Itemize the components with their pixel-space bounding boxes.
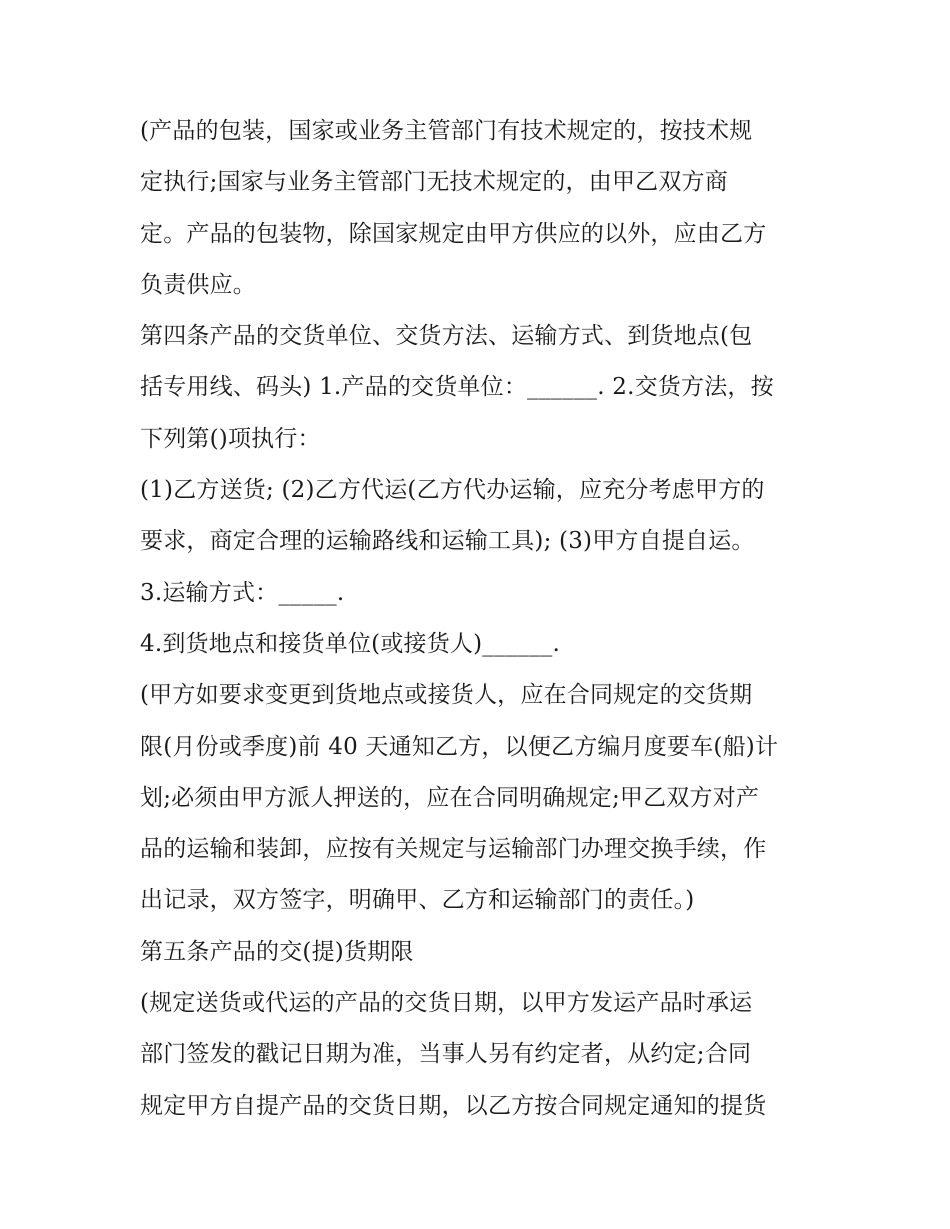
text-line-10: 3.运输方式：_____. <box>140 579 345 606</box>
text-line-8: (1)乙方送货; (2)乙方代运(乙方代办运输，应充分考虑甲方的 <box>140 477 765 504</box>
text-line-7: 下列第()项执行： <box>140 425 321 452</box>
text-line-3: 定。产品的包装物，除国家规定由甲方供应的以外，应由乙方 <box>140 220 767 247</box>
text-line-1: (产品的包装，国家或业务主管部门有技术规定的，按技术规 <box>140 118 753 144</box>
contract-text <box>140 106 820 1132</box>
text-line-16: 出记录，双方签字，明确甲、乙方和运输部门的责任。) <box>140 887 695 914</box>
text-line-13: 限(月份或季度)前 40 天通知乙方，以便乙方编月度要车(船)计 <box>140 733 779 760</box>
text-line-2: 定执行;国家与业务主管部门无技术规定的，由甲乙双方商 <box>140 169 728 196</box>
text-line-9: 要求，商定合理的运输路线和运输工具); (3)甲方自提自运。 <box>140 528 755 555</box>
article-4-heading: 第四条产品的交货单位、交货方法、运输方式、到货地点(包 <box>140 323 753 350</box>
text-line-15: 品的运输和装卸，应按有关规定与运输部门办理交换手续，作 <box>140 836 767 863</box>
article-5-heading: 第五条产品的交(提)货期限 <box>140 938 414 965</box>
text-line-11: 4.到货地点和接货单位(或接货人)______. <box>140 630 561 657</box>
text-line-14: 划;必须由甲方派人押送的，应在合同明确规定;甲乙双方对产 <box>140 784 760 811</box>
text-line-6: 括专用线、码头) 1.产品的交货单位：______. 2.交货方法，按 <box>140 374 774 401</box>
text-line-12: (甲方如要求变更到货地点或接货人，应在合同规定的交货期 <box>140 682 753 709</box>
text-line-4: 负责供应。 <box>140 271 256 298</box>
text-line-20: 规定甲方自提产品的交货日期，以乙方按合同规定通知的提货 <box>140 1092 767 1119</box>
text-line-19: 部门签发的戳记日期为准，当事人另有约定者，从约定;合同 <box>140 1041 752 1068</box>
text-line-18: (规定送货或代运的产品的交货日期，以甲方发运产品时承运 <box>140 990 753 1017</box>
